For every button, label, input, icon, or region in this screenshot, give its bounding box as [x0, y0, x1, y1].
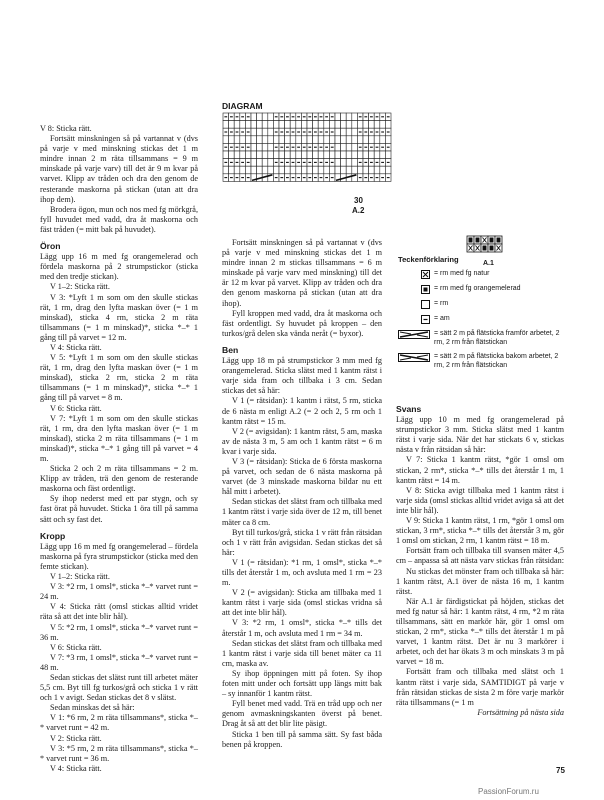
- chart-cell: [268, 143, 274, 151]
- orange-stitch-mark: [476, 238, 480, 243]
- chart-cell: [341, 113, 347, 121]
- chart-cell: [335, 159, 341, 167]
- chart-cell: [341, 151, 347, 159]
- chart-a1-label: A.1: [483, 260, 494, 267]
- chart-cell: [341, 121, 347, 129]
- chart-cell: [324, 121, 330, 129]
- chart-cell: [229, 166, 235, 174]
- chart-cell: [268, 128, 274, 136]
- chart-cell: [318, 121, 324, 129]
- chart-cell: [313, 121, 319, 129]
- chart-cell: [251, 166, 257, 174]
- chart-cell: [273, 151, 279, 159]
- chart-cell: [273, 121, 279, 129]
- chart-cell: [369, 121, 375, 129]
- paragraph: Fyll benet med vadd. Trä en tråd upp och ner genom avmaskningskanten överst på benet. Drag åt så att det blir lite päsigt.: [222, 699, 382, 729]
- legend-row: [398, 285, 568, 294]
- paragraph: Lägg upp 10 m med fg orangemelerad på strumpstickor 3 mm. Sticka slätst med 1 kantm rätst i varje sida. När det har stickats 6 v, stickas nästa v från rätsidan så här:: [396, 415, 564, 455]
- chart-cell: [357, 151, 363, 159]
- chart-cell: [257, 143, 263, 151]
- chart-cell: [262, 128, 268, 136]
- chart-cell: [268, 136, 274, 144]
- paragraph: V 7: Sticka 1 kantm rätst, *gör 1 omsl om stickan, 2 rm*, sticka *–* tills det återstår 1 m, 1 kantm rätst = 14 m.: [396, 455, 564, 485]
- paragraph: V 4: Sticka rätt.: [50, 763, 102, 773]
- paragraph: V 1: *6 rm, 2 m räta tillsammans*, sticka *–* varvet runt = 42 m.: [40, 713, 198, 733]
- paragraph: Sy ihop nederst med ett par stygn, och sy fast örat på huvudet. Sticka 1 öra till på samma sätt och sy fast det.: [40, 494, 198, 524]
- legend-title: Teckenförklaring: [398, 255, 459, 264]
- chart-cell: [301, 121, 307, 129]
- chart-cell: [335, 113, 341, 121]
- chart-cell: [285, 121, 291, 129]
- chart-cell: [352, 143, 358, 151]
- page-number: 75: [556, 766, 565, 775]
- watermark: PassionForum.ru: [478, 787, 539, 796]
- chart-cell: [346, 143, 352, 151]
- chart-cell: [313, 151, 319, 159]
- chart-cell: [385, 136, 391, 144]
- chart-cell: [380, 151, 386, 159]
- chart-cell: [251, 121, 257, 129]
- chart-cell: [296, 136, 302, 144]
- chart-cell: [374, 136, 380, 144]
- orange-stitch-mark: [483, 246, 487, 251]
- chart-cell: [257, 136, 263, 144]
- paragraph: Fortsätt minskningen så på vartannat v (dvs på varje v med minskning stickas det 1 m mindre innan 2 m stickas tillsammans = 6 m minskade på varje varv med minskning) till det är 12 m kvar på varvet. Klipp av tråden och dra den genom maskorna på stickan (utan att dra ihop).: [222, 238, 382, 308]
- chart-a1-grid: [466, 235, 510, 257]
- chart-cell: [223, 136, 229, 144]
- chart-cell: [279, 151, 285, 159]
- chart-cell: [318, 151, 324, 159]
- paragraph: V 4: Sticka rätt.: [50, 342, 102, 352]
- chart-cell: [324, 136, 330, 144]
- chart-cell: [240, 121, 246, 129]
- chart-cell: [357, 136, 363, 144]
- paragraph: V 9: Sticka 1 kantm rätst, 1 rm, *gör 1 omsl om stickan, 3 rm*, sticka *–* tills det återstår 3 m, gör 1 omsl om stickan, 2 rm, 1 kantm rätst = 18 m.: [396, 516, 564, 546]
- chart-cell: [352, 121, 358, 129]
- chart-cell: [262, 136, 268, 144]
- chart-cell: [346, 113, 352, 121]
- chart-cell: [346, 128, 352, 136]
- chart-cell: [335, 166, 341, 174]
- chart-cell: [369, 166, 375, 174]
- chart-cell: [245, 151, 251, 159]
- paragraph: Sedan stickas det slätst runt till arbetet mäter 5,5 cm. Byt till fg turkos/grå och sticka 1 v rätt och 1 v avigt. Sedan stickas det 8 v slätst.: [40, 672, 198, 703]
- chart-cell: [296, 166, 302, 174]
- orange-stitch-mark: [490, 246, 494, 251]
- paragraph: V 1 (= rätsidan): 1 kantm i rätst, 5 rm, sticka de 6 nästa m enligt A.2 (= 2 och 2, 5 rm och 1 kantm rätst = 15 m.: [222, 396, 382, 426]
- chart-cell: [229, 151, 235, 159]
- chart-cell: [324, 166, 330, 174]
- chart-cell: [251, 136, 257, 144]
- paragraph: Fortsätt fram och tillbaka till svansen mäter 4,5 cm – anpassa så att nästa varv stickas från rätsidan:: [396, 546, 565, 566]
- chart-cell: [290, 136, 296, 144]
- chart-cell: [380, 136, 386, 144]
- chart-cell: [229, 121, 235, 129]
- paragraph: Sticka 1 ben till på samma sätt. Sy fast båda benen på kroppen.: [222, 729, 382, 749]
- legend-text: = sätt 2 m på flätsticka framför arbetet, 2 rm, 2 rm från flätstickan: [434, 330, 560, 346]
- chart-cell: [307, 121, 313, 129]
- paragraph: V 5: *Lyft 1 m som om den skulle stickas rät, 1 rm, drag den lyfta maskan över (= 1 m minskad), sticka 2 rm, sticka 2 m räta tillsammans (= 1 m minskad)*, sticka *–* 1 gång till på varvet = 8 m.: [40, 353, 198, 403]
- chart-a2-label: A.2: [352, 206, 365, 215]
- orange-stitch-mark: [497, 238, 501, 243]
- paragraph: När A.1 är färdigstickat på höjden, stickas det med fg natur så här: 1 kantm rätst, 4 rm, *2 m räta tillsammans, sätt en markör här, gör 1 omsl om stickan, 2 rm*, sticka *–* tills det återstår 1 m på varvet, 1 kantm rätst. Det är nu 3 markörer i arbetet, och det har ökats 3 m och minskats 3 m på varvet = 18 m.: [396, 596, 564, 667]
- paragraph: Sedan minskas det så här:: [50, 703, 135, 713]
- orange-stitch-mark: [469, 238, 473, 243]
- chart-cell: [341, 136, 347, 144]
- column-middle: [222, 238, 382, 750]
- chart-cell: [251, 159, 257, 167]
- chart-cell: [285, 151, 291, 159]
- chart-cell: [357, 121, 363, 129]
- chart-cell: [301, 151, 307, 159]
- chart-cell: [352, 113, 358, 121]
- legend-row: [398, 300, 568, 309]
- chart-cell: [285, 136, 291, 144]
- chart-cell: [374, 151, 380, 159]
- paragraph: Fortsätt minskningen så på vartannat v (dvs på varje v med minskning stickas det 1 m mindre innan 2 m räta tillsammans = 9 m minskade på varje varv) till det är 9 m kvar på varvet. Klipp av tråden och dra den genom de resterande maskorna på stickan (utan att dra ihop dem).: [40, 134, 198, 204]
- column-left: [40, 124, 198, 774]
- chart-cell: [329, 166, 335, 174]
- paragraph: V 1 (= rätsidan): *1 rm, 1 omsl*, sticka *–* tills det återstår 1 m, och avsluta med 1 rm = 23 m.: [222, 557, 382, 588]
- chart-cell: [324, 151, 330, 159]
- chart-column-number: 30: [354, 196, 363, 205]
- chart-cell: [352, 151, 358, 159]
- paragraph: V 7: *3 rm, 1 omsl*, sticka *–* varvet runt = 48 m.: [40, 652, 198, 672]
- paragraph: V 8: Sticka rätt.: [40, 124, 92, 133]
- paragraph: V 1–2: Sticka rätt.: [50, 282, 110, 292]
- chart-cell: [245, 136, 251, 144]
- chart-cell: [346, 151, 352, 159]
- chart-cell: [257, 151, 263, 159]
- chart-cell: [369, 151, 375, 159]
- chart-cell: [234, 151, 240, 159]
- legend: [398, 255, 568, 376]
- paragraph: Fyll kroppen med vadd, dra åt maskorna och fäst ordentligt. Sy huvudet på kroppen – den turkos/grå delen ska vända neråt (= byxor).: [222, 308, 382, 338]
- chart-cell: [262, 159, 268, 167]
- orange-stitch-mark: [490, 238, 494, 243]
- legend-text: = rm med fg orangemelerad: [434, 285, 521, 292]
- chart-cell: [352, 166, 358, 174]
- paragraph: V 5: *2 rm, 1 omsl*, sticka *–* varvet runt = 36 m.: [40, 622, 198, 642]
- chart-cell: [240, 151, 246, 159]
- filled-square-cell-icon: [421, 285, 430, 294]
- chart-cell: [296, 121, 302, 129]
- paragraph: V 3: *2 rm, 1 omsl*, sticka *–* tills det återstår 1 m, och avsluta med 1 rm = 34 m.: [222, 618, 382, 638]
- chart-cell: [262, 166, 268, 174]
- diagram-title: DIAGRAM: [222, 101, 263, 111]
- chart-cell: [273, 166, 279, 174]
- chart-cell: [374, 121, 380, 129]
- chart-cell: [346, 121, 352, 129]
- chart-cell: [346, 166, 352, 174]
- legend-row: [398, 270, 568, 279]
- legend-text: = sätt 2 m på flätsticka bakom arbetet, 2 rm, 2 rm från flätstickan: [434, 353, 559, 369]
- chart-cell: [290, 121, 296, 129]
- chart-cell: [251, 113, 257, 121]
- chart-cell: [385, 166, 391, 174]
- section-heading-ben: Ben: [222, 344, 239, 355]
- chart-cell: [318, 136, 324, 144]
- chart-cell: [257, 113, 263, 121]
- chart-cell: [257, 166, 263, 174]
- chart-cell: [341, 159, 347, 167]
- paragraph: Lägg upp 18 m på strumpstickor 3 mm med fg orangemelerad. Sticka slätst med 1 kantm rätst i varje sida fram och tillbaka i 3 cm. Sedan stickas det så här:: [222, 356, 382, 396]
- paragraph: V 3: *Lyft 1 m som om den skulle stickas rät, 1 rm, drag den lyfta maskan över (= 1 m minskad), sticka 4 rm, sticka 2 m räta tillsammans (= 1 m minskad)*, sticka *–* 1 gång till på varvet = 12 m.: [40, 292, 198, 342]
- paragraph: Brodera ögon, mun och nos med fg mörkgrå, fyll huvudet med vadd, dra åt maskorna och fäst tråden (= mitt bak på huvudet).: [40, 204, 198, 234]
- chart-cell: [341, 128, 347, 136]
- chart-cell: [262, 143, 268, 151]
- legend-text: = rm: [434, 300, 449, 307]
- chart-cell: [229, 136, 235, 144]
- legend-row: [398, 315, 568, 324]
- chart-cell: [234, 136, 240, 144]
- chart-cell: [363, 121, 369, 129]
- chart-cell: [251, 143, 257, 151]
- chart-cell: [307, 166, 313, 174]
- chart-cell: [329, 151, 335, 159]
- chart-cell: [240, 136, 246, 144]
- chart-cell: [268, 166, 274, 174]
- chart-cell: [385, 121, 391, 129]
- paragraph: V 6: Sticka rätt.: [50, 403, 102, 413]
- paragraph: Sedan stickas det slätst fram och tillbaka med 1 kantm rätst i varje sida över de 12 m, till benet mäter ca 8 cm.: [222, 497, 382, 527]
- cable-back-icon: [398, 353, 430, 362]
- chart-cell: [234, 121, 240, 129]
- paragraph: Nu stickas det mönster fram och tillbaka så här: 1 kantm rätst, A.1 över de nästa 16 m, 1 kantm rätst.: [396, 566, 564, 596]
- chart-cell: [268, 113, 274, 121]
- chart-cell: [346, 159, 352, 167]
- chart-cell: [335, 143, 341, 151]
- paragraph: Sy ihop öppningen mitt på foten. Sy ihop foten mitt under och fortsätt upp längs mitt bak – sy innanför 1 kantm rätst.: [222, 668, 382, 699]
- chart-cell: [290, 166, 296, 174]
- chart-cell: [352, 128, 358, 136]
- chart-cell: [268, 151, 274, 159]
- chart-cell: [279, 121, 285, 129]
- section-heading-oron: Öron: [40, 241, 61, 252]
- paragraph: V 8: Sticka avigt tillbaka med 1 kantm rätst i varje sida (omsl stickas alltid vridet aviga så att det inte blir hål).: [396, 485, 564, 515]
- section-heading-kropp: Kropp: [40, 530, 66, 541]
- paragraph: V 2 (= avigsidan): Sticka am tillbaka med 1 kantm rätst i varje sida (omsl stickas vridna så att det inte blir hål).: [222, 588, 382, 618]
- chart-cell: [251, 128, 257, 136]
- chart-cell: [329, 136, 335, 144]
- chart-cell: [380, 121, 386, 129]
- legend-row: [398, 330, 568, 347]
- cross-cell-icon: [421, 270, 430, 279]
- chart-cell: [341, 166, 347, 174]
- chart-cell: [296, 151, 302, 159]
- chart-cell: [307, 136, 313, 144]
- cable-front-icon: [398, 330, 430, 339]
- legend-row: [398, 353, 568, 370]
- chart-cell: [335, 121, 341, 129]
- paragraph: Sedan stickas det slätst fram och tillbaka med 1 kantm rätst i varje sida till benet mäter ca 11 cm, maska av.: [222, 638, 382, 668]
- chart-cell: [223, 121, 229, 129]
- chart-cell: [285, 166, 291, 174]
- chart-cell: [234, 166, 240, 174]
- section-heading-svans: Svans: [396, 404, 422, 414]
- chart-cell: [380, 166, 386, 174]
- chart-cell: [357, 166, 363, 174]
- paragraph: V 3: *2 rm, 1 omsl*, sticka *–* varvet runt = 24 m.: [40, 582, 198, 602]
- chart-cell: [363, 151, 369, 159]
- paragraph: V 3 (= rätsidan): Sticka de 6 första maskorna på varvet, och sedan de 6 nästa maskorna på varvet (de 3 minskade maskorna bildar nu ett hål mitt i arbetet).: [222, 456, 382, 497]
- paragraph: Fortsätt fram och tillbaka med slätst och 1 kantm rätst i varje sida, SAMTIDIGT på varje v från rätsidan stickas de sista 2 m före varje markör räta tillsammans (= 1 m: [396, 667, 564, 707]
- chart-cell: [313, 136, 319, 144]
- chart-cell: [318, 166, 324, 174]
- chart-cell: [374, 166, 380, 174]
- chart-cell: [346, 136, 352, 144]
- chart-cell: [341, 143, 347, 151]
- chart-a2-grid: [222, 112, 396, 184]
- chart-cell: [335, 128, 341, 136]
- legend-text: = am: [434, 315, 450, 322]
- chart-cell: [313, 166, 319, 174]
- column-right: [396, 398, 564, 718]
- chart-cell: [385, 151, 391, 159]
- paragraph: Lägg upp 16 m med fg orangemelerad – fördela maskorna på fyra strumpstickor (sticka med den femte stickan).: [40, 541, 198, 571]
- chart-cell: [251, 151, 257, 159]
- empty-cell-icon: [421, 300, 430, 309]
- paragraph: V 3: *5 rm, 2 m räta tillsammans*, sticka *–* varvet runt = 36 m.: [40, 743, 198, 763]
- chart-cell: [352, 159, 358, 167]
- chart-cell: [363, 166, 369, 174]
- chart-cell: [273, 136, 279, 144]
- paragraph: Lägg upp 16 m med fg orangemelerad och fördela maskorna på 2 strumpstickor (sticka med den tredje stickan).: [40, 252, 198, 282]
- continued-note: Fortsättning på nästa sida: [477, 707, 564, 717]
- chart-cell: [223, 151, 229, 159]
- chart-cell: [279, 166, 285, 174]
- chart-cell: [262, 151, 268, 159]
- chart-cell: [369, 136, 375, 144]
- chart-cell: [257, 128, 263, 136]
- paragraph: V 4: Sticka rätt (omsl stickas alltid vridet räta så att det inte blir hål).: [40, 602, 198, 622]
- chart-cell: [335, 136, 341, 144]
- paragraph: Byt till turkos/grå, sticka 1 v rätt från rätsidan och 1 v rätt från avigsidan. Sedan stickas det så här:: [222, 527, 382, 557]
- paragraph: V 2 (= avigsidan): 1 kantm rätst, 5 am, maska av de nästa 3 m, 5 am och 1 kantm rätst = 6 m kvar i varje sida.: [222, 426, 382, 456]
- chart-cell: [335, 151, 341, 159]
- chart-cell: [240, 166, 246, 174]
- paragraph: V 6: Sticka rätt.: [50, 642, 102, 652]
- chart-cell: [363, 136, 369, 144]
- chart-cell: [257, 121, 263, 129]
- paragraph: V 2: Sticka rätt.: [50, 733, 102, 743]
- chart-cell: [245, 166, 251, 174]
- dash-cell-icon: [421, 315, 430, 324]
- paragraph: V 1–2: Sticka rätt.: [50, 572, 110, 582]
- chart-cell: [262, 113, 268, 121]
- chart-cell: [352, 136, 358, 144]
- legend-text: = rm med fg natur: [434, 270, 490, 277]
- chart-cell: [301, 166, 307, 174]
- chart-cell: [279, 136, 285, 144]
- chart-cell: [245, 121, 251, 129]
- chart-cell: [257, 159, 263, 167]
- chart-cell: [329, 121, 335, 129]
- chart-cell: [301, 136, 307, 144]
- paragraph: Sticka 2 och 2 m räta tillsammans = 2 m. Klipp av tråden, trä den genom de resterande maskorna och fäst ordentligt.: [40, 464, 198, 494]
- chart-cell: [262, 121, 268, 129]
- chart-cell: [268, 121, 274, 129]
- chart-cell: [223, 166, 229, 174]
- paragraph: V 7: *Lyft 1 m som om den skulle stickas rät, 1 rm, dra den lyfta maskan över (= 1 m minskad), sticka 2 m räta tillsammans (= 1 m minskad)*, sticka *–* 1 gång till på varvet = 4 m.: [40, 413, 198, 463]
- chart-cell: [268, 159, 274, 167]
- chart-cell: [307, 151, 313, 159]
- chart-cell: [290, 151, 296, 159]
